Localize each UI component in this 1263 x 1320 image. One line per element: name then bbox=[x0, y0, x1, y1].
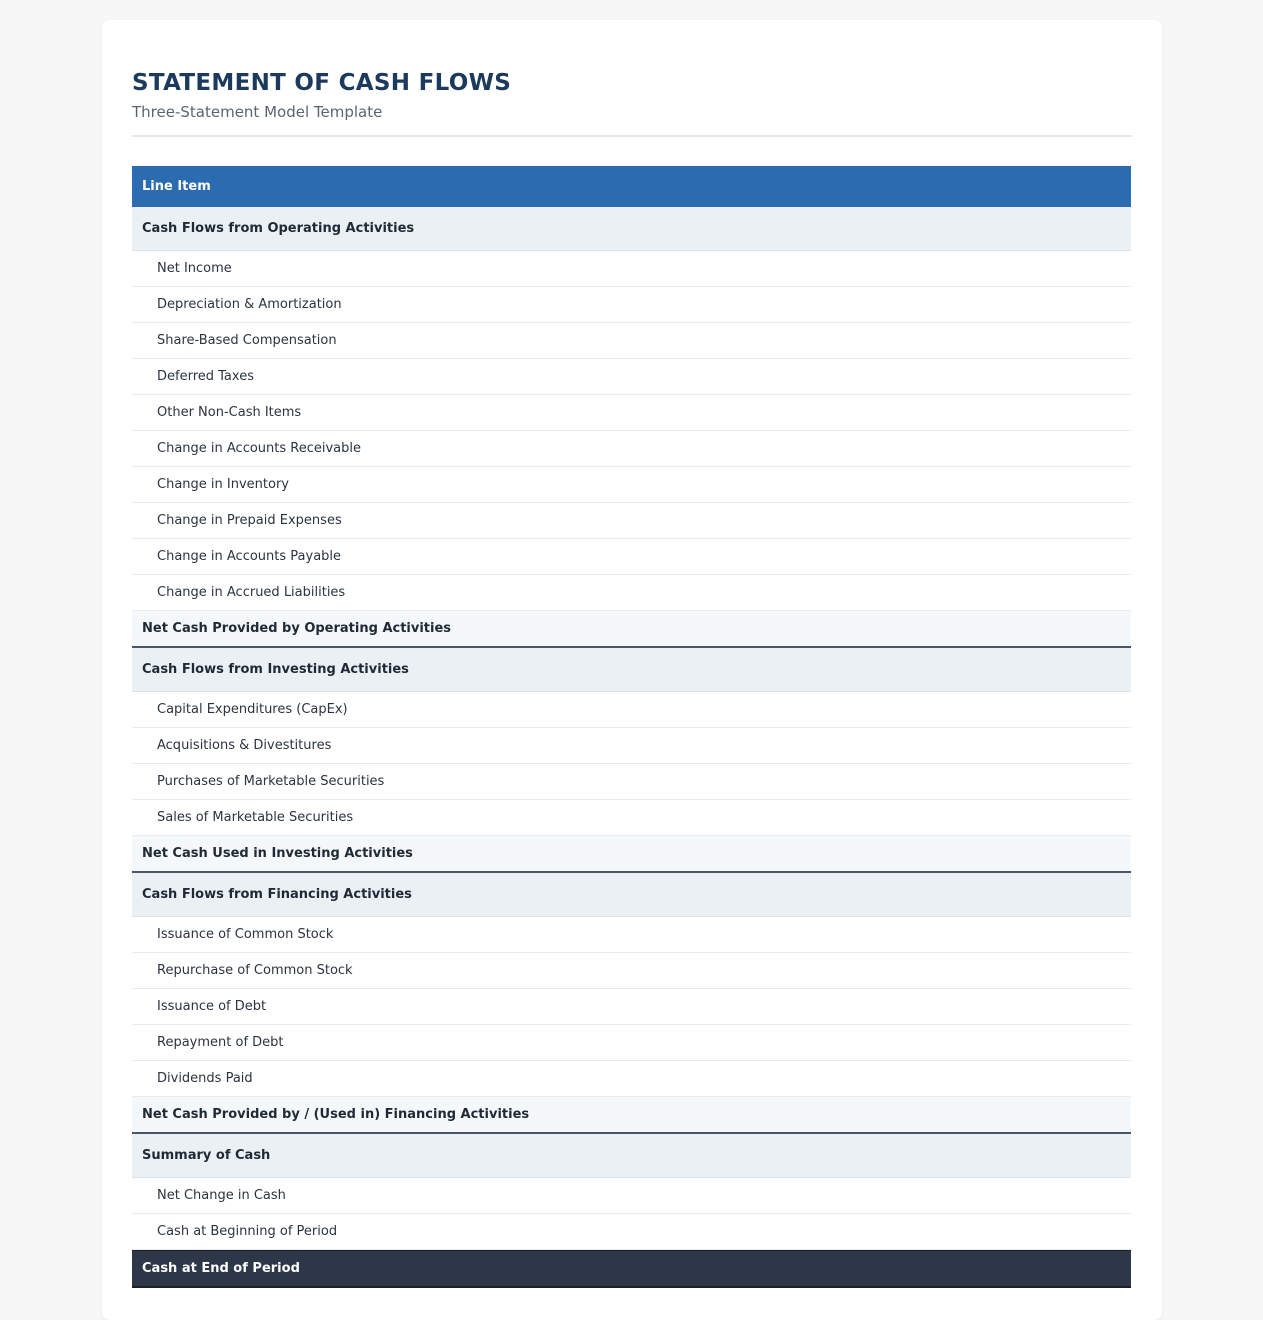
line-item-label: Change in Accrued Liabilities bbox=[157, 585, 346, 600]
table-row bbox=[132, 692, 1131, 728]
line-item-label: Net Change in Cash bbox=[157, 1188, 286, 1203]
line-item-label: Issuance of Common Stock bbox=[157, 927, 334, 942]
table-row bbox=[132, 1061, 1131, 1097]
table-row bbox=[132, 359, 1131, 395]
subtotal-financing bbox=[132, 1097, 1131, 1134]
column-header-line-item: Line Item bbox=[142, 179, 211, 194]
page-header bbox=[132, 68, 1132, 137]
subtotal-label: Net Cash Provided by / (Used in) Financing Activities bbox=[142, 1107, 530, 1122]
section-label: Summary of Cash bbox=[142, 1148, 271, 1163]
line-item-label: Issuance of Debt bbox=[157, 999, 267, 1014]
line-item-label: Repurchase of Common Stock bbox=[157, 963, 353, 978]
line-item-label: Change in Accounts Receivable bbox=[157, 441, 362, 456]
line-item-label: Net Income bbox=[157, 261, 232, 276]
table-row bbox=[132, 1025, 1131, 1061]
subtotal-operating bbox=[132, 611, 1131, 648]
section-label: Cash Flows from Financing Activities bbox=[142, 887, 412, 902]
table-row bbox=[132, 764, 1131, 800]
line-item-label: Change in Inventory bbox=[157, 477, 289, 492]
table-row bbox=[132, 467, 1131, 503]
subtotal-label: Net Cash Used in Investing Activities bbox=[142, 846, 413, 861]
table-row bbox=[132, 539, 1131, 575]
section-operating bbox=[132, 207, 1131, 251]
section-investing bbox=[132, 648, 1131, 692]
table-row bbox=[132, 728, 1131, 764]
table-row bbox=[132, 251, 1131, 287]
line-item-label: Sales of Marketable Securities bbox=[157, 810, 354, 825]
cash-flow-table bbox=[132, 166, 1131, 1288]
line-item-label: Depreciation & Amortization bbox=[157, 297, 342, 312]
subtotal-label: Net Cash Provided by Operating Activities bbox=[142, 621, 452, 636]
subtotal-investing bbox=[132, 836, 1131, 873]
table-row bbox=[132, 323, 1131, 359]
section-financing bbox=[132, 873, 1131, 917]
line-item-label: Capital Expenditures (CapEx) bbox=[157, 702, 348, 717]
table-row bbox=[132, 503, 1131, 539]
total-label: Cash at End of Period bbox=[142, 1261, 300, 1276]
section-label: Cash Flows from Operating Activities bbox=[142, 221, 415, 236]
line-item-label: Other Non-Cash Items bbox=[157, 405, 302, 420]
table-row bbox=[132, 1214, 1131, 1250]
table-row bbox=[132, 395, 1131, 431]
table-row bbox=[132, 989, 1131, 1025]
total-cash-end bbox=[132, 1250, 1131, 1288]
line-item-label: Change in Prepaid Expenses bbox=[157, 513, 342, 528]
table-row bbox=[132, 1178, 1131, 1214]
line-item-label: Change in Accounts Payable bbox=[157, 549, 342, 564]
table-header bbox=[132, 166, 1131, 207]
page-title: STATEMENT OF CASH FLOWS bbox=[132, 70, 512, 96]
table-row bbox=[132, 287, 1131, 323]
table-row bbox=[132, 800, 1131, 836]
line-item-label: Repayment of Debt bbox=[157, 1035, 284, 1050]
line-item-label: Share-Based Compensation bbox=[157, 333, 337, 348]
line-item-label: Purchases of Marketable Securities bbox=[157, 774, 385, 789]
table-row bbox=[132, 431, 1131, 467]
line-item-label: Deferred Taxes bbox=[157, 369, 254, 384]
section-summary bbox=[132, 1134, 1131, 1178]
line-item-label: Cash at Beginning of Period bbox=[157, 1224, 338, 1239]
section-label: Cash Flows from Investing Activities bbox=[142, 662, 409, 677]
table-row bbox=[132, 575, 1131, 611]
statement-card bbox=[102, 20, 1162, 1320]
line-item-label: Acquisitions & Divestitures bbox=[157, 738, 332, 753]
table-row bbox=[132, 917, 1131, 953]
page-subtitle: Three-Statement Model Template bbox=[132, 103, 383, 121]
line-item-label: Dividends Paid bbox=[157, 1071, 253, 1086]
table-row bbox=[132, 953, 1131, 989]
